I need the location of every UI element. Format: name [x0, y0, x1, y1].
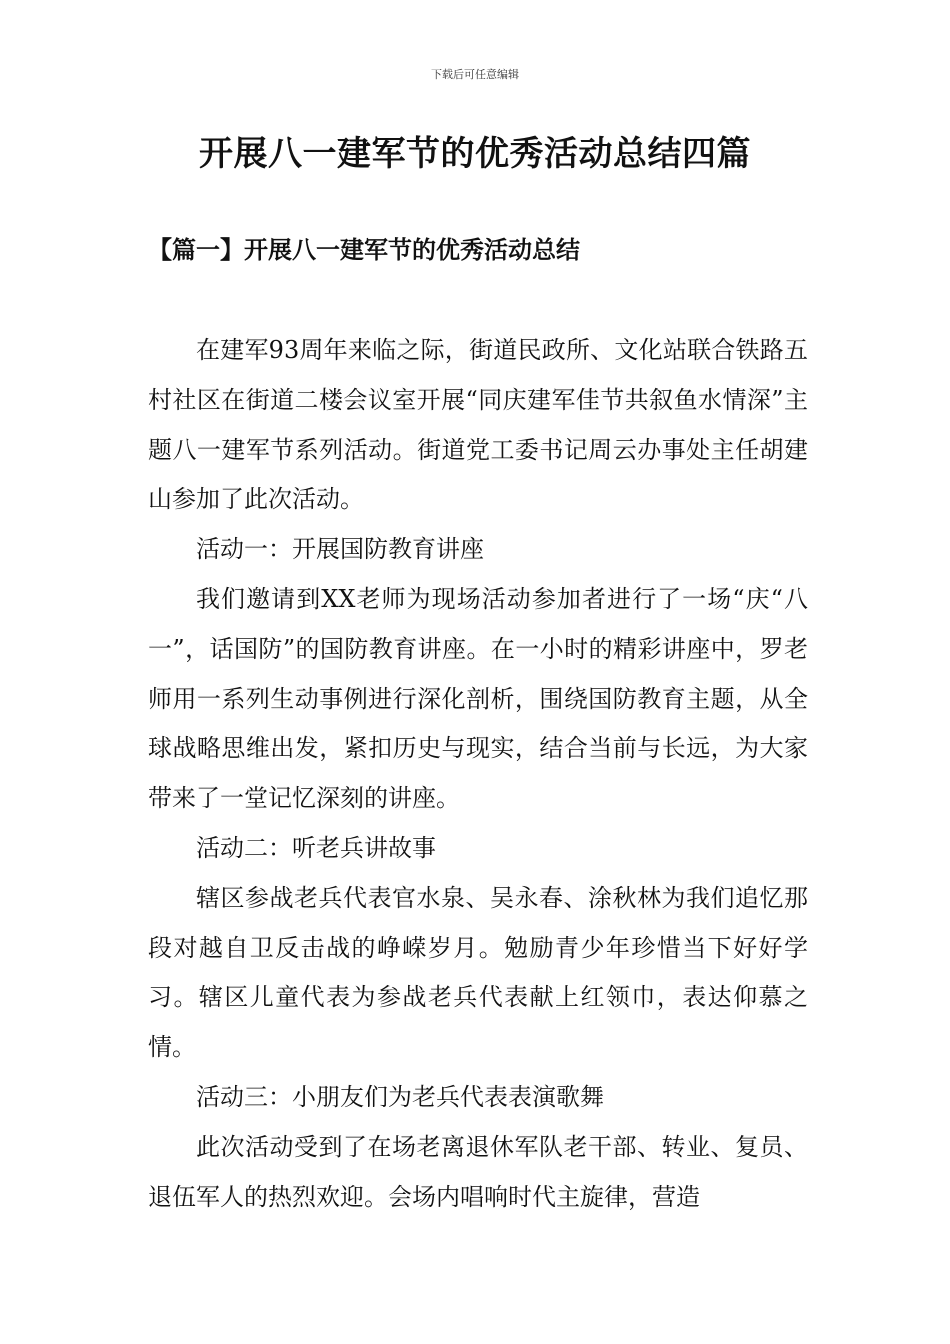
paragraph-activity-1: 我们邀请到XX老师为现场活动参加者进行了一场“庆“八一”，话国防”的国防教育讲座。在一小时的精彩讲座中，罗老师用一系列生动事例进行深化剖析，围绕国防教育主题，从全球战略思维出发，紧扣历史与现实，结合当前与长远，为大家带来了一堂记忆深刻的讲座。: [148, 584, 808, 813]
activity-heading-3: 活动三：小朋友们为老兵代表表演歌舞: [196, 1082, 604, 1111]
activity-heading-1: 活动一：开展国防教育讲座: [196, 535, 484, 564]
activity-heading-2: 活动二：听老兵讲故事: [196, 833, 436, 862]
header-note: 下载后可任意编辑: [431, 68, 519, 81]
document-title: 开展八一建军节的优秀活动总结四篇: [199, 134, 751, 174]
paragraph-activity-2: 辖区参战老兵代表官水泉、吴永春、涂秋林为我们追忆那段对越自卫反击战的峥嵘岁月。勉励青少年珍惜当下好好学习。辖区儿童代表为参战老兵代表献上红领巾，表达仰慕之情。: [148, 883, 808, 1062]
section-heading: 【篇一】开展八一建军节的优秀活动总结: [148, 235, 580, 264]
paragraph-intro: 在建军93周年来临之际，街道民政所、文化站联合铁路五村社区在街道二楼会议室开展“同庆建军佳节共叙鱼水情深”主题八一建军节系列活动。街道党工委书记周云办事处主任胡建山参加了此次活动。: [148, 336, 808, 514]
paragraph-activity-3: 此次活动受到了在场老离退休军队老干部、转业、复员、退伍军人的热烈欢迎。会场内唱响时代主旋律，营造: [148, 1132, 808, 1211]
document-body: [148, 326, 808, 1222]
